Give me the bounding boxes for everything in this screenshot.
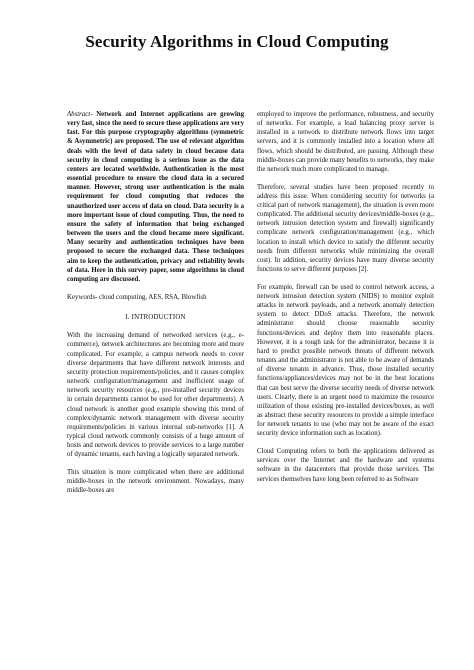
abstract-body: Network and Internet applications are growing very fast, since the need to secure these applications are very fast. For this purpose cryptography algorithms (symmetric & Asymmetric) are proposed. The use of relevant algorithm deals with the level of data safety in cloud because data security in cloud computing is a serious issue as the data centers are located worldwide. Authentication is the most essential procedure to ensure the cloud data in a secured manner. However, strong user authentication is the main requirement for cloud computing that reduces the unauthorized user access of data on cloud. Data security is a more important issue of cloud computing. Thus, the need to ensure the safety of information that being exchanged between the users and the cloud became more significant. Many security and authentication techniques have been proposed to secure the exchanged data. These techniques aim to keep the authentication, privacy and reliability levels of data. Here in this survey paper, some algorithms in cloud computing are discussed. xyxy=(67,111,244,283)
right-column xyxy=(257,110,434,492)
left-column xyxy=(67,110,244,504)
body-paragraph: Cloud Computing refers to both the applications delivered as services over the Internet and the hardware and systems software in the datacenters that provide those services. The services themselves have long been referred to as Software xyxy=(257,448,434,483)
section-heading-introduction: I. INTRODUCTION xyxy=(125,314,186,322)
abstract-lead: Abstract- xyxy=(67,111,93,118)
body-paragraph: With the increasing demand of networked services (e.g., e-commerce), network architectures are becoming more and more complicated. For example, a campus network needs to cover diverse departments that have different network interests and security protection requirements/policies, and it causes complex network configuration/management and inefficient usage of network security resources (e.g., pre-installed security devices in certain departments cannot be used for other departments). A cloud network is another good example showing this trend of complex/dynamic network management with diverse security requirements/policies in various internal sub-networks [1]. A typical cloud network commonly consists of a huge amount of hosts and network devices to provide services to a large number of dynamic tenants, each having a logically separated network. xyxy=(67,332,244,459)
body-paragraph: For example, firewall can be used to control network access, a network intrusion detection system (NIDS) to monitor exploit attacks in network payloads, and a network anomaly detection system to detect DDoS attacks. Therefore, the network administrator should choose reasonable security functions/devices and deploy them into reasonable places. However, it is a tough task for the administrator, because it is hard to predict possible network threats of different network tenants and the administrator is not able to be aware of demands of diverse tenants in advance. Thus, those installed security functions/appliances/devices may not be in the best locations that can best serve the diverse security needs of diverse network users. Clearly, there is an urgent need to maximize the resource utilization of those existing pre-installed devices/boxes, as well as abstract these security resources to provide a simple interface for network tenants to use (who may not be aware of the exact security device information such as location). xyxy=(257,283,434,438)
abstract xyxy=(67,110,244,284)
paper-title: Security Algorithms in Cloud Computing xyxy=(85,32,389,51)
body-paragraph: employed to improve the performance, robustness, and security of networks. For example, a load balancing proxy server is installed in a network to distribute network flows into target servers, and it is commonly installed into a location where all flows, which should be distributed, are passing. Although these middle-boxes can provide many benefits to networks, they make the network much more complicated to manage. xyxy=(257,111,434,173)
body-paragraph: Therefore, several studies have been proposed recently to address this issue. When considering security for networks (a critical part of network management), the situation is even more complicated. The additional security devices/middle-boxes (e.g., network intrusion detection system and firewall) significantly complicate network configuration/management (e.g., which location to install which device to satisfy the different security needs from different networks while minimizing the overall cost). In addition, security devices have many diverse security functions to serve different purposes [2]. xyxy=(257,183,434,274)
keywords: Keywords- cloud computing, AES, RSA, Blowfish xyxy=(67,293,207,301)
body-paragraph: This situation is more complicated when there are additional middle-boxes in the network environment. Nowadays, many middle-boxes are xyxy=(67,469,244,495)
